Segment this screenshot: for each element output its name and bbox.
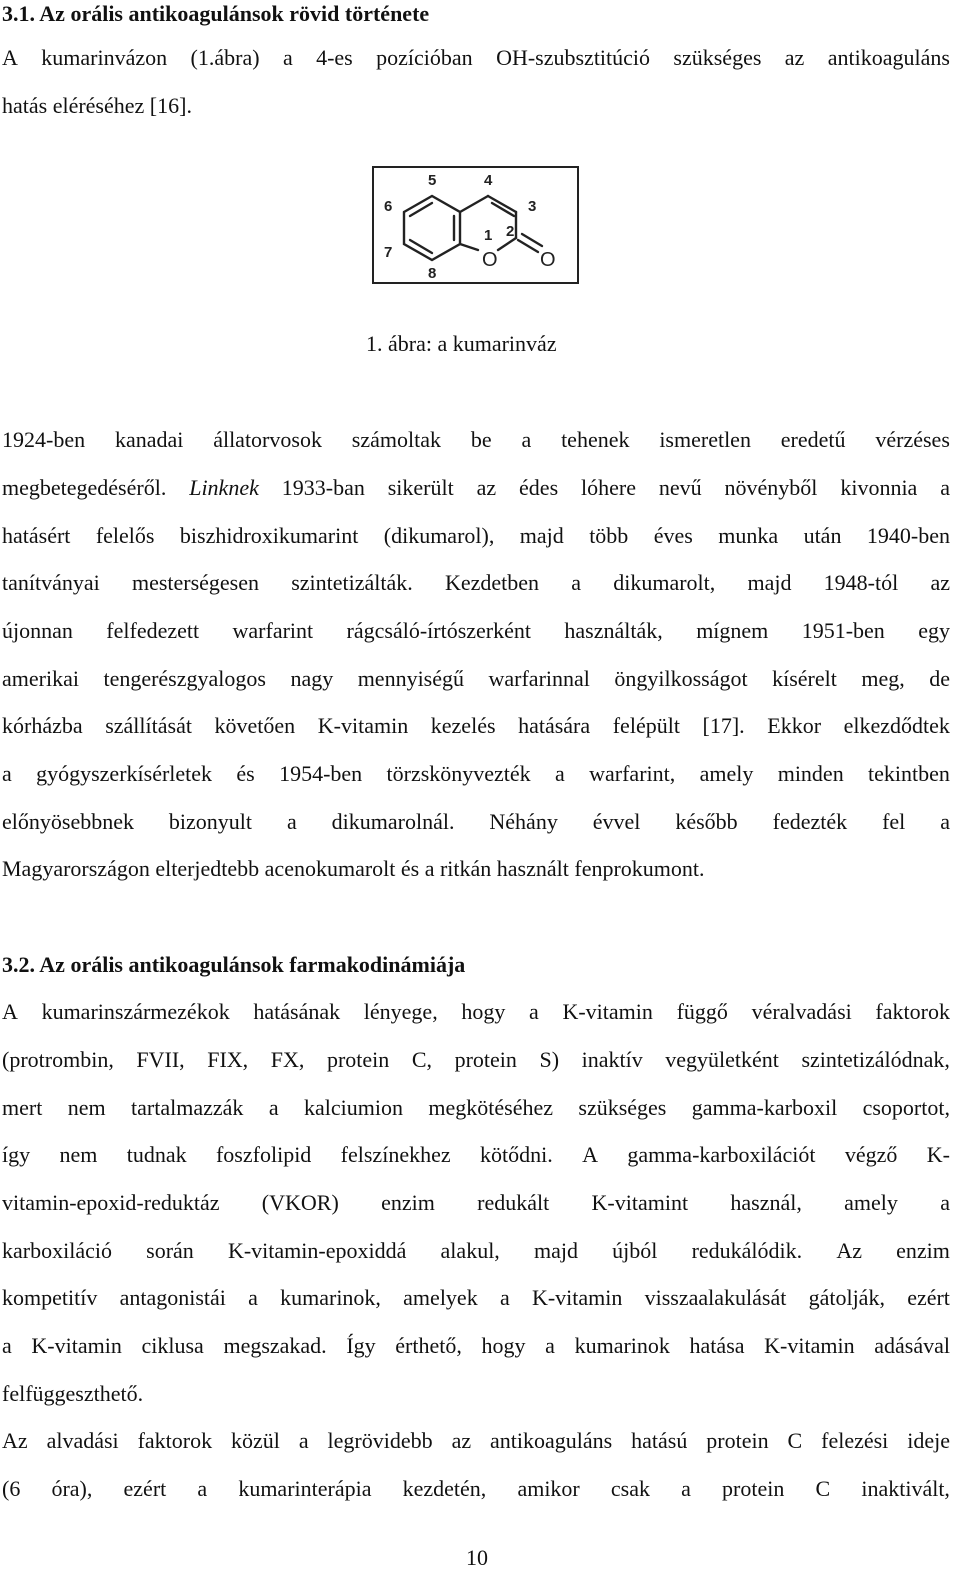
word: 1948-tól [823, 570, 899, 595]
word: tartalmazzák [131, 1095, 244, 1120]
section-heading-3-1: 3.1. Az orális antikoagulánsok rövid története [2, 1, 430, 26]
word: hatásának [253, 999, 341, 1024]
word: mígnem [696, 618, 769, 643]
word: 4-es [316, 45, 353, 70]
word: gamma-karboxil [691, 1095, 838, 1120]
word: K-vitamin-epoxiddá [227, 1238, 407, 1263]
word: szintetizálódnak, [801, 1047, 950, 1072]
word: meg, [861, 666, 905, 691]
word: bizonyult [168, 809, 253, 834]
word: a [940, 809, 950, 834]
word: Az [2, 1428, 28, 1453]
para3-line-1 [2, 1427, 950, 1455]
word: K-vitamint [591, 1190, 689, 1215]
word: hatására [518, 713, 591, 738]
word: redukálódik. [691, 1238, 803, 1263]
word: mesterségesen [131, 570, 260, 595]
word: felelős [95, 523, 155, 548]
word: protein [706, 1428, 769, 1453]
word: Az [836, 1238, 862, 1263]
para2-line-2 [2, 1046, 950, 1074]
word: a [268, 1095, 279, 1120]
word: lényege, [363, 999, 438, 1024]
word: K-vitamin [764, 1333, 855, 1358]
word: faktorok [137, 1428, 213, 1453]
word: felépült [612, 713, 680, 738]
atom-label-4: 4 [484, 172, 493, 189]
word: után [803, 523, 842, 548]
word: enzim [381, 1190, 435, 1215]
word: kompetitív [2, 1285, 98, 1310]
word: használ, [730, 1190, 802, 1215]
para1-line-6 [2, 665, 950, 693]
word: gamma-karboxilációt [627, 1142, 816, 1167]
figure-caption: 1. ábra: a kumarinváz [366, 331, 557, 356]
atom-label-1: 1 [484, 227, 493, 244]
para2-line-6 [2, 1237, 950, 1265]
word: a [940, 475, 950, 500]
word: ciklusa [141, 1333, 204, 1358]
word: pozícióban [376, 45, 473, 70]
para1-line-2-prefix: megbetegedéséről. [2, 475, 167, 500]
word: 1954-ben [279, 761, 363, 786]
word: kanadai [114, 427, 184, 452]
word: eredetű [780, 427, 846, 452]
word: tanítványai [2, 570, 100, 595]
atom-label-5: 5 [428, 172, 437, 189]
word: állatorvosok [213, 427, 322, 452]
word: kivonnia [840, 475, 918, 500]
word: kumarinok [574, 1333, 670, 1358]
word: C [787, 1428, 803, 1453]
word: de [929, 666, 950, 691]
word: 1951-ben [801, 618, 885, 643]
word: inaktív [581, 1047, 643, 1072]
word: Néhány [489, 809, 558, 834]
word: ideje [907, 1428, 950, 1453]
word: FIX, [207, 1047, 249, 1072]
word: így [2, 1142, 31, 1167]
word: K-vitamin [562, 999, 653, 1024]
word: Kezdetben [444, 570, 540, 595]
word: rágcsáló-írtószerként [346, 618, 532, 643]
atom-label-8: 8 [428, 265, 437, 282]
word: C [815, 1476, 831, 1501]
word: dikumarolnál. [331, 809, 455, 834]
word: foszfolipid [215, 1142, 312, 1167]
word: egy [918, 618, 950, 643]
word: felezési [821, 1428, 889, 1453]
word: K- [926, 1142, 950, 1167]
word: mert [2, 1095, 43, 1120]
word: ezért [123, 1476, 167, 1501]
word: (1.ábra) [190, 45, 260, 70]
word: 1924-ben [2, 427, 86, 452]
word: kezelés [430, 713, 496, 738]
word: kumarinszármezékok [41, 999, 230, 1024]
coumarin-structure-drawing [374, 168, 577, 282]
word: felfedezett [106, 618, 200, 643]
word: szintetizálták. [291, 570, 413, 595]
word: felszínekhez [340, 1142, 451, 1167]
para1-last-line: Magyarországon elterjedtebb acenokumarolt és a ritkán használt fenprokumont. [2, 856, 705, 881]
word: a [298, 1428, 309, 1453]
word: a [521, 427, 532, 452]
word: véralvadási [751, 999, 852, 1024]
word: ismeretlen [659, 427, 751, 452]
word: (protrombin, [2, 1047, 114, 1072]
word: 1940-ben [866, 523, 950, 548]
intro-line-2: hatás eléréséhez [16]. [2, 93, 192, 118]
word: amerikai [2, 666, 79, 691]
word: protein [454, 1047, 517, 1072]
word: K-vitamin [531, 1285, 623, 1310]
word: növényből [724, 475, 818, 500]
word: Ekkor [767, 713, 822, 738]
para2-line-7 [2, 1284, 950, 1312]
word: amelyek [403, 1285, 478, 1310]
atom-label-3: 3 [528, 198, 537, 215]
word: megszakad. [223, 1333, 327, 1358]
word: törzskönyvezték [386, 761, 531, 786]
word: szükséges [578, 1095, 667, 1120]
word: Így [346, 1333, 376, 1358]
word: antikoaguláns [827, 45, 950, 70]
word: fedezték [772, 809, 848, 834]
word: a [499, 1285, 510, 1310]
section-heading-3-2: 3.2. Az orális antikoagulánsok farmakodinámiája [2, 952, 466, 977]
word: kísérelt [772, 666, 837, 691]
word: az [784, 45, 805, 70]
word: a [529, 999, 539, 1024]
word: ezért [907, 1285, 950, 1310]
para1-line-8 [2, 760, 950, 788]
word: majd [747, 570, 792, 595]
atom-label-6: 6 [384, 198, 393, 215]
word: OH-szubsztitúció [496, 45, 651, 70]
word: FX, [270, 1047, 305, 1072]
word: a [555, 761, 565, 786]
para1-line-2 [2, 474, 950, 502]
word: FVII, [136, 1047, 185, 1072]
word: a [2, 1333, 12, 1358]
word: kumarinterápia [238, 1476, 372, 1501]
word: végző [844, 1142, 898, 1167]
para2-line-4 [2, 1141, 950, 1169]
word: érthető, [395, 1333, 462, 1358]
para2-line-1 [2, 998, 950, 1026]
word: gyógyszerkísérletek [36, 761, 213, 786]
word: fel [882, 809, 906, 834]
word: öngyilkosságot [614, 666, 748, 691]
para1-line-3 [2, 522, 950, 550]
word: hatású [631, 1428, 688, 1453]
coumarin-structure-figure [372, 166, 579, 284]
word: a [940, 1190, 950, 1215]
word: amikor [517, 1476, 580, 1501]
word: később [675, 809, 738, 834]
word: vérzéses [875, 427, 950, 452]
word: vitamin-epoxid-reduktáz [2, 1190, 220, 1215]
word: amely [699, 761, 754, 786]
word: édes [519, 475, 559, 500]
word: be [470, 427, 492, 452]
word: nagy [290, 666, 334, 691]
word: hatásért [2, 523, 71, 548]
word: warfarint [232, 618, 314, 643]
word: a [571, 570, 582, 595]
word: dikumarolt, [613, 570, 716, 595]
word: redukált [477, 1190, 550, 1215]
word: sikerült [387, 475, 454, 500]
word: tehenek [561, 427, 630, 452]
word: majd [533, 1238, 578, 1263]
word: és [236, 761, 255, 786]
word: mennyiségű [357, 666, 465, 691]
word: kórházba [2, 713, 83, 738]
word: A [2, 45, 18, 70]
word: számoltak [351, 427, 441, 452]
word: tekintben [868, 761, 950, 786]
word: alakul, [440, 1238, 500, 1263]
para2-line-3 [2, 1094, 950, 1122]
word: warfarint, [589, 761, 676, 786]
word: enzim [896, 1238, 950, 1263]
para1-line-1 [2, 426, 950, 454]
word: 1933-ban [281, 475, 365, 500]
word: antagonistái [119, 1285, 226, 1310]
word: a [2, 761, 12, 786]
page-number: 10 [466, 1545, 488, 1570]
word: a [545, 1333, 555, 1358]
word: kumarinok, [280, 1285, 381, 1310]
para1-line-7 [2, 712, 950, 740]
word: évvel [592, 809, 641, 834]
word: majd [519, 523, 564, 548]
word: közül [231, 1428, 280, 1453]
word: hogy [461, 999, 506, 1024]
word: hogy [481, 1333, 526, 1358]
para1-line-5 [2, 617, 950, 645]
intro-line-1 [2, 44, 950, 72]
word: protein [722, 1476, 785, 1501]
word: warfarinnal [488, 666, 590, 691]
word: csoportot, [862, 1095, 950, 1120]
para1-line-4 [2, 569, 950, 597]
word: munka [718, 523, 779, 548]
word: az [476, 475, 497, 500]
word: elkezdődtek [843, 713, 950, 738]
word: tudnak [126, 1142, 187, 1167]
atom-label-7: 7 [384, 244, 393, 261]
word: hatása [689, 1333, 745, 1358]
word: szállítását [105, 713, 192, 738]
italic-name-linknek: Linknek [189, 475, 259, 500]
word: alvadási [46, 1428, 119, 1453]
word: tengerészgyalogos [103, 666, 266, 691]
word: megkötéséhez [428, 1095, 553, 1120]
word: inaktivált, [861, 1476, 950, 1501]
word: protein [326, 1047, 390, 1072]
word: csak [610, 1476, 650, 1501]
para1-line-9 [2, 808, 950, 836]
word: [17]. [702, 713, 745, 738]
word: kumarinvázon [41, 45, 168, 70]
word: faktorok [875, 999, 950, 1024]
word: kalciumion [303, 1095, 403, 1120]
word: A [2, 999, 18, 1024]
para2-last-line: felfüggeszthető. [2, 1381, 144, 1406]
para2-line-5 [2, 1189, 950, 1217]
word: visszaalakulását [644, 1285, 787, 1310]
ring-oxygen-label: O [482, 249, 498, 271]
word: éves [653, 523, 693, 548]
word: minden [777, 761, 844, 786]
word: újból [612, 1238, 658, 1263]
word: újonnan [2, 618, 73, 643]
word: lóhere [581, 475, 636, 500]
word: használták, [564, 618, 663, 643]
word: a [248, 1285, 258, 1310]
word: legrövidebb [327, 1428, 433, 1453]
word: függő [676, 999, 728, 1024]
word: nem [59, 1142, 98, 1167]
word: adásával [874, 1333, 950, 1358]
word: (dikumarol), [383, 523, 495, 548]
word: K-vitamin [31, 1333, 122, 1358]
word: (6 [2, 1476, 21, 1501]
word: a [681, 1476, 691, 1501]
word: az [930, 570, 950, 595]
word: nevű [658, 475, 702, 500]
para3-line-2 [2, 1475, 950, 1503]
word: óra), [51, 1476, 93, 1501]
carbonyl-oxygen-label: O [540, 249, 556, 271]
word: A [582, 1142, 598, 1167]
word: követően [214, 713, 296, 738]
word: a [197, 1476, 208, 1501]
word: gátolják, [808, 1285, 885, 1310]
word: a [286, 809, 297, 834]
word: K-vitamin [317, 713, 409, 738]
word: antikoaguláns [490, 1428, 613, 1453]
word: vegyületként [665, 1047, 779, 1072]
word: több [589, 523, 629, 548]
word: C, [411, 1047, 433, 1072]
word: előnyösebbnek [2, 809, 134, 834]
word: biszhidroxikumarint [179, 523, 359, 548]
word: során [146, 1238, 194, 1263]
word: az [451, 1428, 472, 1453]
word: S) [539, 1047, 560, 1072]
para2-line-8 [2, 1332, 950, 1360]
word: karboxiláció [2, 1238, 112, 1263]
atom-label-2: 2 [506, 223, 515, 240]
word: nem [67, 1095, 106, 1120]
word: szükséges [673, 45, 762, 70]
word: a [282, 45, 293, 70]
word: amely [844, 1190, 898, 1215]
word: kötődni. [479, 1142, 553, 1167]
word: (VKOR) [261, 1190, 339, 1215]
word: kezdetén, [402, 1476, 487, 1501]
